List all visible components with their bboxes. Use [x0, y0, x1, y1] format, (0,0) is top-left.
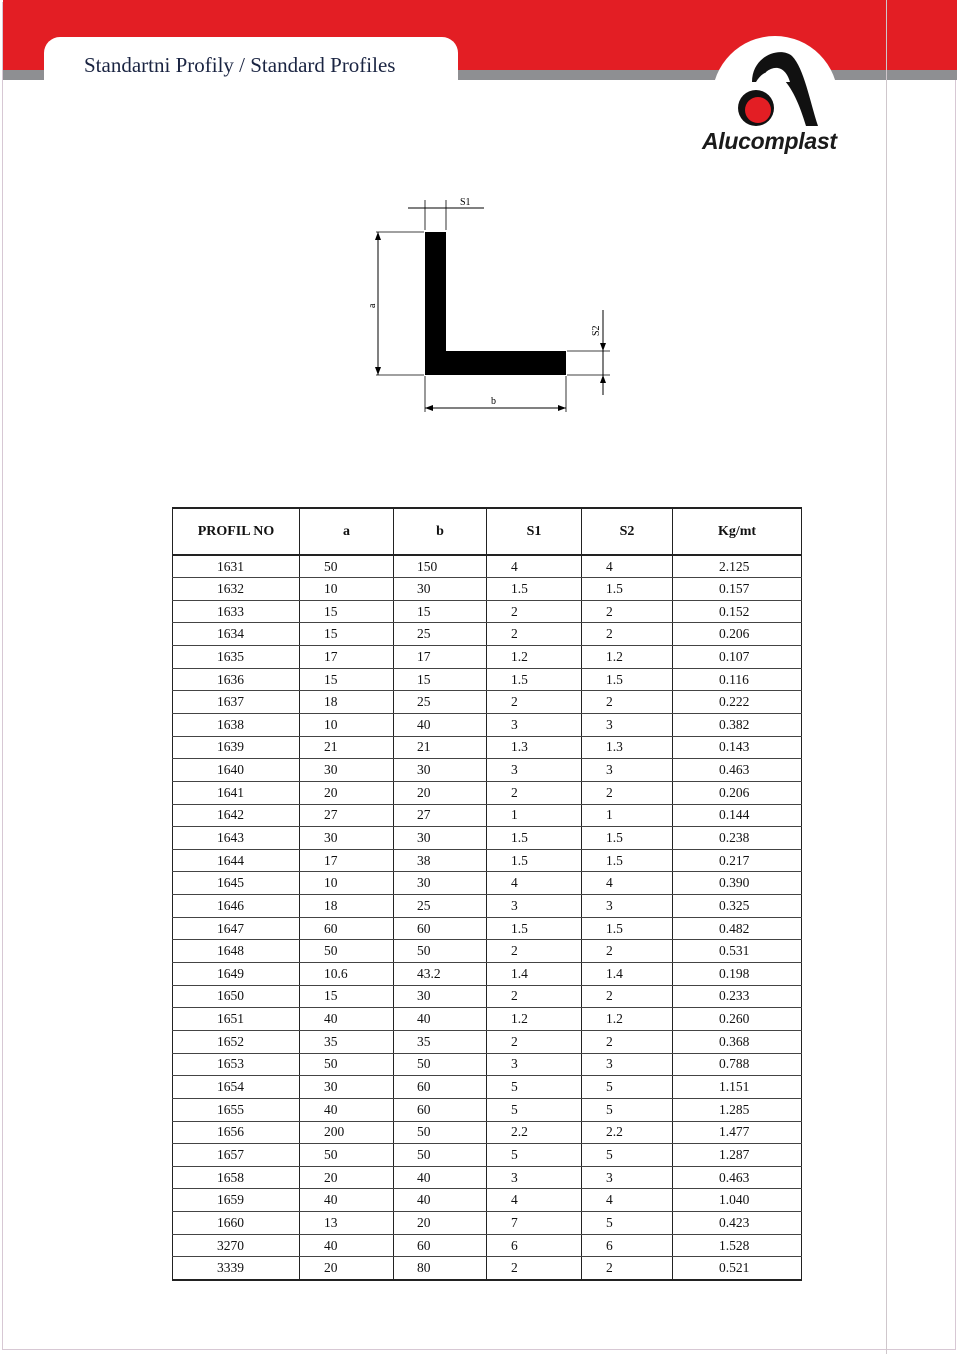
- cell-s2: 4: [582, 872, 673, 895]
- cell-a: 50: [300, 1144, 394, 1167]
- cell-b: 40: [394, 1189, 487, 1212]
- cell-a: 17: [300, 849, 394, 872]
- cell-a: 50: [300, 555, 394, 578]
- table-row: [173, 1098, 802, 1121]
- cell-profil-no: 1638: [173, 713, 300, 736]
- header-s1: S1: [487, 508, 582, 555]
- cell-b: 30: [394, 578, 487, 601]
- cell-s1: 4: [487, 555, 582, 578]
- cell-a: 30: [300, 759, 394, 782]
- cell-s1: 7: [487, 1212, 582, 1235]
- cell-s1: 6: [487, 1234, 582, 1257]
- cell-s1: 1: [487, 804, 582, 827]
- b-label: b: [491, 396, 496, 407]
- cell-profil-no: 1655: [173, 1098, 300, 1121]
- cell-s1: 3: [487, 713, 582, 736]
- cell-s1: 1.5: [487, 917, 582, 940]
- page-title: Standartni Profily / Standard Profiles: [84, 53, 396, 77]
- cell-a: 20: [300, 1166, 394, 1189]
- cell-s2: 1.5: [582, 917, 673, 940]
- cell-b: 30: [394, 872, 487, 895]
- cell-profil-no: 1652: [173, 1030, 300, 1053]
- cell-kg-mt: 1.477: [673, 1121, 802, 1144]
- cell-s2: 1.2: [582, 1008, 673, 1031]
- cell-b: 20: [394, 781, 487, 804]
- cell-b: 50: [394, 1053, 487, 1076]
- cell-profil-no: 1658: [173, 1166, 300, 1189]
- cell-b: 38: [394, 849, 487, 872]
- cell-s1: 2: [487, 1030, 582, 1053]
- cell-b: 30: [394, 827, 487, 850]
- cell-b: 60: [394, 1076, 487, 1099]
- cell-s2: 1.5: [582, 827, 673, 850]
- cell-a: 10: [300, 578, 394, 601]
- cell-s2: 3: [582, 895, 673, 918]
- cell-s2: 1.3: [582, 736, 673, 759]
- cell-s2: 1.4: [582, 963, 673, 986]
- cell-a: 40: [300, 1098, 394, 1121]
- cell-s2: 2: [582, 600, 673, 623]
- table-row: [173, 1166, 802, 1189]
- cell-s1: 5: [487, 1076, 582, 1099]
- cell-a: 20: [300, 1257, 394, 1280]
- cell-kg-mt: 1.151: [673, 1076, 802, 1099]
- cell-s2: 1.5: [582, 668, 673, 691]
- cell-kg-mt: 0.143: [673, 736, 802, 759]
- cell-a: 21: [300, 736, 394, 759]
- cell-profil-no: 1654: [173, 1076, 300, 1099]
- cell-b: 15: [394, 600, 487, 623]
- header-kg-mt: Kg/mt: [673, 508, 802, 555]
- cell-a: 13: [300, 1212, 394, 1235]
- cell-profil-no: 1653: [173, 1053, 300, 1076]
- cell-b: 35: [394, 1030, 487, 1053]
- cell-profil-no: 1637: [173, 691, 300, 714]
- cell-kg-mt: 1.040: [673, 1189, 802, 1212]
- cell-s1: 1.2: [487, 1008, 582, 1031]
- cell-b: 50: [394, 940, 487, 963]
- cell-s2: 1: [582, 804, 673, 827]
- cell-kg-mt: 0.463: [673, 759, 802, 782]
- cell-profil-no: 1648: [173, 940, 300, 963]
- cell-s1: 4: [487, 872, 582, 895]
- cell-a: 15: [300, 985, 394, 1008]
- table-row: [173, 985, 802, 1008]
- cell-a: 40: [300, 1008, 394, 1031]
- cell-kg-mt: 0.116: [673, 668, 802, 691]
- cell-s1: 1.5: [487, 827, 582, 850]
- cell-b: 25: [394, 895, 487, 918]
- cell-kg-mt: 2.125: [673, 555, 802, 578]
- header-a: a: [300, 508, 394, 555]
- cell-kg-mt: 0.368: [673, 1030, 802, 1053]
- cell-s2: 3: [582, 1166, 673, 1189]
- table-body: [173, 555, 802, 1280]
- cell-a: 10: [300, 713, 394, 736]
- cell-profil-no: 3270: [173, 1234, 300, 1257]
- cell-s1: 1.5: [487, 578, 582, 601]
- cell-kg-mt: 0.222: [673, 691, 802, 714]
- cell-profil-no: 1651: [173, 1008, 300, 1031]
- cell-s2: 3: [582, 713, 673, 736]
- cell-profil-no: 1639: [173, 736, 300, 759]
- cell-kg-mt: 0.325: [673, 895, 802, 918]
- cell-b: 40: [394, 713, 487, 736]
- cell-b: 80: [394, 1257, 487, 1280]
- cell-b: 60: [394, 1234, 487, 1257]
- cell-b: 25: [394, 623, 487, 646]
- table-row: [173, 1212, 802, 1235]
- cell-kg-mt: 0.206: [673, 623, 802, 646]
- cell-s1: 2: [487, 600, 582, 623]
- cell-b: 15: [394, 668, 487, 691]
- cell-profil-no: 1640: [173, 759, 300, 782]
- cell-profil-no: 1659: [173, 1189, 300, 1212]
- table-row: [173, 804, 802, 827]
- cell-kg-mt: 0.423: [673, 1212, 802, 1235]
- cell-a: 15: [300, 668, 394, 691]
- table-row: [173, 646, 802, 669]
- cell-s1: 2: [487, 940, 582, 963]
- table-row: [173, 849, 802, 872]
- cell-profil-no: 1656: [173, 1121, 300, 1144]
- cell-b: 30: [394, 759, 487, 782]
- table-row: [173, 1008, 802, 1031]
- table-row: [173, 691, 802, 714]
- cell-s1: 2: [487, 985, 582, 1008]
- cell-kg-mt: 0.531: [673, 940, 802, 963]
- table-row: [173, 1076, 802, 1099]
- cell-s1: 3: [487, 1053, 582, 1076]
- table-row: [173, 578, 802, 601]
- header-profil-no: PROFIL NO: [173, 508, 300, 555]
- table-row: [173, 1121, 802, 1144]
- cell-profil-no: 1633: [173, 600, 300, 623]
- alucomplast-logo-icon: [722, 42, 832, 132]
- table-row: [173, 600, 802, 623]
- cell-s2: 1.2: [582, 646, 673, 669]
- cell-kg-mt: 0.157: [673, 578, 802, 601]
- cell-kg-mt: 0.217: [673, 849, 802, 872]
- cell-b: 30: [394, 985, 487, 1008]
- cell-s2: 2: [582, 1257, 673, 1280]
- cell-profil-no: 1635: [173, 646, 300, 669]
- cell-b: 27: [394, 804, 487, 827]
- cell-profil-no: 1649: [173, 963, 300, 986]
- cell-s2: 5: [582, 1212, 673, 1235]
- table-row: [173, 895, 802, 918]
- header-b: b: [394, 508, 487, 555]
- cell-profil-no: 1647: [173, 917, 300, 940]
- cell-a: 15: [300, 623, 394, 646]
- cell-b: 40: [394, 1008, 487, 1031]
- cell-s1: 1.2: [487, 646, 582, 669]
- cell-s2: 2.2: [582, 1121, 673, 1144]
- table-row: [173, 1053, 802, 1076]
- cell-a: 30: [300, 1076, 394, 1099]
- cell-s1: 5: [487, 1144, 582, 1167]
- header-s2: S2: [582, 508, 673, 555]
- cell-a: 20: [300, 781, 394, 804]
- table-row: [173, 917, 802, 940]
- cell-profil-no: 1636: [173, 668, 300, 691]
- cell-b: 60: [394, 917, 487, 940]
- profiles-table-wrapper: [172, 507, 802, 1281]
- cell-s2: 3: [582, 1053, 673, 1076]
- cell-b: 60: [394, 1098, 487, 1121]
- cell-a: 50: [300, 1053, 394, 1076]
- cell-kg-mt: 0.260: [673, 1008, 802, 1031]
- cell-profil-no: 1645: [173, 872, 300, 895]
- cell-kg-mt: 0.382: [673, 713, 802, 736]
- cell-kg-mt: 1.285: [673, 1098, 802, 1121]
- cell-s1: 2.2: [487, 1121, 582, 1144]
- a-label: a: [367, 303, 378, 308]
- cell-a: 35: [300, 1030, 394, 1053]
- cell-profil-no: 1634: [173, 623, 300, 646]
- cell-a: 60: [300, 917, 394, 940]
- cell-s1: 3: [487, 1166, 582, 1189]
- cell-profil-no: 1642: [173, 804, 300, 827]
- cell-kg-mt: 0.206: [673, 781, 802, 804]
- cell-a: 200: [300, 1121, 394, 1144]
- cell-s2: 4: [582, 1189, 673, 1212]
- cell-profil-no: 1646: [173, 895, 300, 918]
- table-row: [173, 759, 802, 782]
- cell-s1: 1.4: [487, 963, 582, 986]
- cell-kg-mt: 0.144: [673, 804, 802, 827]
- cell-s2: 1.5: [582, 849, 673, 872]
- cell-profil-no: 1631: [173, 555, 300, 578]
- s2-label: S2: [591, 325, 602, 336]
- cell-s2: 6: [582, 1234, 673, 1257]
- cell-a: 18: [300, 895, 394, 918]
- cell-s1: 3: [487, 759, 582, 782]
- table-header-row: [173, 508, 802, 555]
- cell-profil-no: 3339: [173, 1257, 300, 1280]
- cell-kg-mt: 0.107: [673, 646, 802, 669]
- cell-b: 50: [394, 1144, 487, 1167]
- cell-b: 25: [394, 691, 487, 714]
- table-row: [173, 1144, 802, 1167]
- cell-profil-no: 1660: [173, 1212, 300, 1235]
- logo-wordmark: Alucomplast: [702, 128, 837, 154]
- cell-s1: 1.3: [487, 736, 582, 759]
- table-row: [173, 668, 802, 691]
- cell-s2: 1.5: [582, 578, 673, 601]
- cell-s1: 2: [487, 623, 582, 646]
- cell-kg-mt: 0.233: [673, 985, 802, 1008]
- cell-kg-mt: 0.238: [673, 827, 802, 850]
- cell-profil-no: 1650: [173, 985, 300, 1008]
- cell-b: 17: [394, 646, 487, 669]
- cell-kg-mt: 1.528: [673, 1234, 802, 1257]
- cell-s1: 2: [487, 691, 582, 714]
- cell-a: 17: [300, 646, 394, 669]
- cell-profil-no: 1643: [173, 827, 300, 850]
- cell-s1: 2: [487, 781, 582, 804]
- cell-profil-no: 1657: [173, 1144, 300, 1167]
- cell-s2: 2: [582, 691, 673, 714]
- cell-kg-mt: 0.390: [673, 872, 802, 895]
- cell-s2: 5: [582, 1144, 673, 1167]
- cell-b: 20: [394, 1212, 487, 1235]
- table-row: [173, 781, 802, 804]
- cell-s1: 3: [487, 895, 582, 918]
- table-row: [173, 555, 802, 578]
- table-row: [173, 872, 802, 895]
- table-row: [173, 1189, 802, 1212]
- cell-s2: 2: [582, 623, 673, 646]
- cell-a: 50: [300, 940, 394, 963]
- table-row: [173, 736, 802, 759]
- cell-a: 40: [300, 1189, 394, 1212]
- cell-s2: 5: [582, 1076, 673, 1099]
- table-row: [173, 1257, 802, 1280]
- cell-b: 50: [394, 1121, 487, 1144]
- l-profile-shape: [425, 232, 566, 375]
- cell-kg-mt: 0.788: [673, 1053, 802, 1076]
- table-row: [173, 940, 802, 963]
- cell-s1: 1.5: [487, 849, 582, 872]
- cell-s1: 4: [487, 1189, 582, 1212]
- cell-a: 15: [300, 600, 394, 623]
- cell-b: 21: [394, 736, 487, 759]
- cell-profil-no: 1644: [173, 849, 300, 872]
- cell-s1: 1.5: [487, 668, 582, 691]
- cell-kg-mt: 0.463: [673, 1166, 802, 1189]
- cell-s2: 2: [582, 1030, 673, 1053]
- cell-a: 30: [300, 827, 394, 850]
- cell-kg-mt: 1.287: [673, 1144, 802, 1167]
- table-row: [173, 963, 802, 986]
- cell-s2: 5: [582, 1098, 673, 1121]
- cell-a: 40: [300, 1234, 394, 1257]
- cell-b: 43.2: [394, 963, 487, 986]
- cell-s2: 2: [582, 781, 673, 804]
- cell-kg-mt: 0.521: [673, 1257, 802, 1280]
- s1-label: S1: [460, 197, 471, 208]
- cell-b: 150: [394, 555, 487, 578]
- cell-profil-no: 1641: [173, 781, 300, 804]
- cell-s2: 2: [582, 985, 673, 1008]
- table-row: [173, 827, 802, 850]
- cell-kg-mt: 0.198: [673, 963, 802, 986]
- table-row: [173, 1234, 802, 1257]
- cell-s2: 3: [582, 759, 673, 782]
- cell-b: 40: [394, 1166, 487, 1189]
- cell-kg-mt: 0.152: [673, 600, 802, 623]
- cell-kg-mt: 0.482: [673, 917, 802, 940]
- right-margin-line: [886, 0, 887, 1354]
- l-profile-diagram: [360, 190, 620, 420]
- cell-profil-no: 1632: [173, 578, 300, 601]
- cell-a: 10: [300, 872, 394, 895]
- table-row: [173, 1030, 802, 1053]
- cell-s1: 5: [487, 1098, 582, 1121]
- cell-s2: 2: [582, 940, 673, 963]
- cell-a: 27: [300, 804, 394, 827]
- profiles-table: [172, 507, 802, 1281]
- table-row: [173, 623, 802, 646]
- cell-a: 10.6: [300, 963, 394, 986]
- cell-s2: 4: [582, 555, 673, 578]
- cell-a: 18: [300, 691, 394, 714]
- cell-s1: 2: [487, 1257, 582, 1280]
- table-row: [173, 713, 802, 736]
